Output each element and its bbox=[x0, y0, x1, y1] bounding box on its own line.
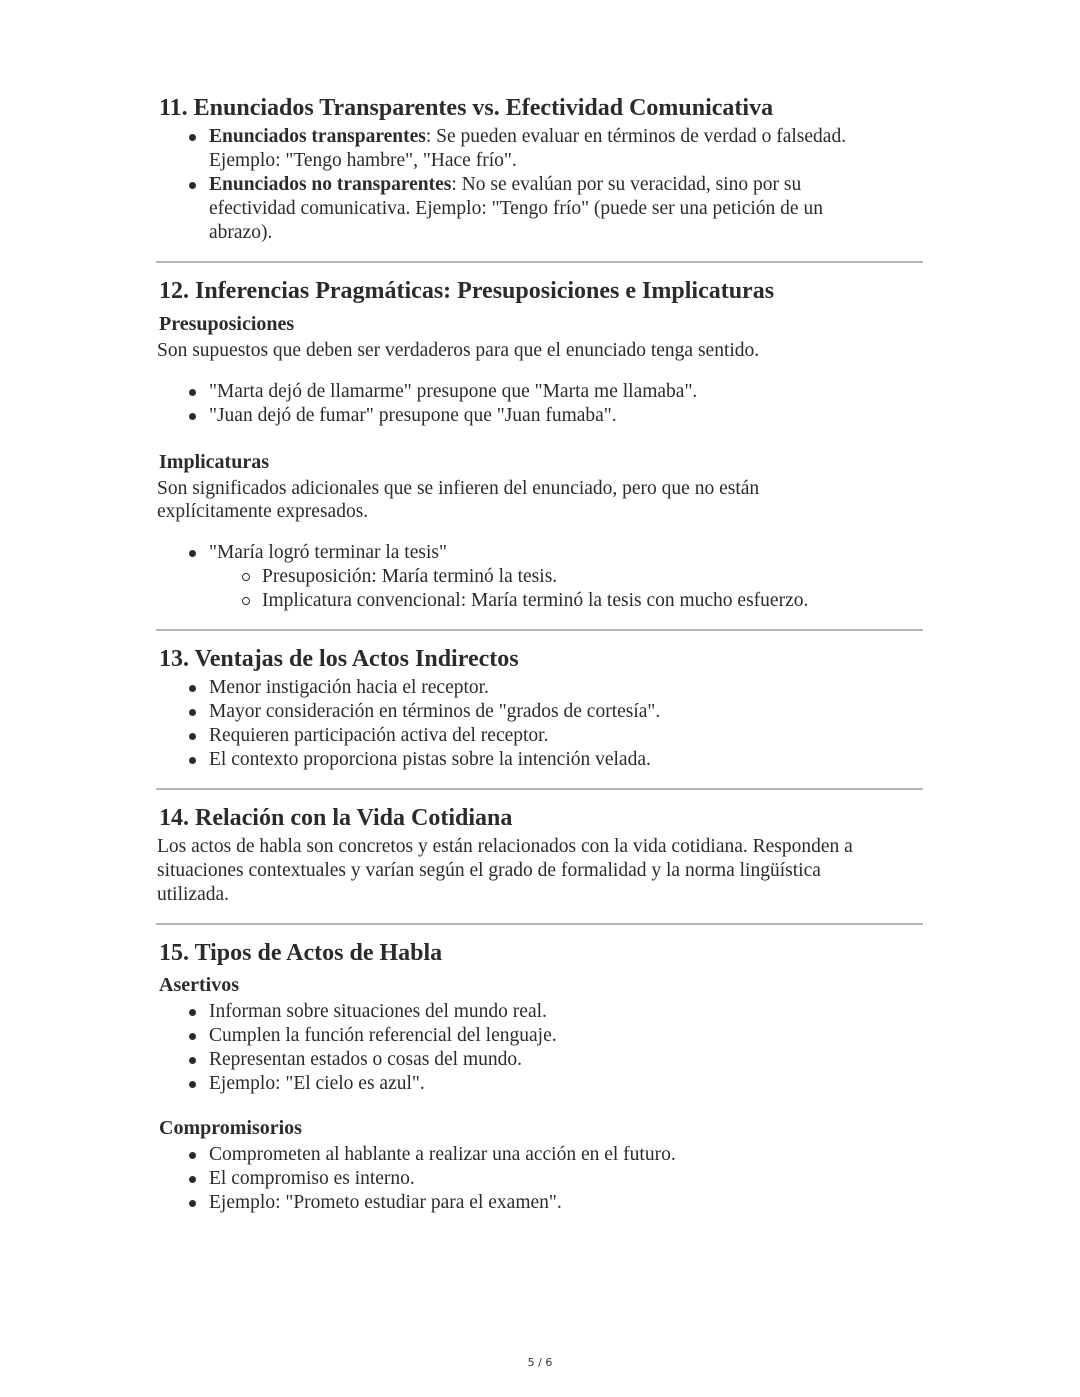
paragraph: Son supuestos que deben ser verdaderos para que el enunciado tenga sentido. bbox=[157, 340, 760, 361]
implicaturas-heading: Implicaturas bbox=[159, 451, 269, 473]
section-11-title: 11. Enunciados Transparentes vs. Efectividad Comunicativa bbox=[159, 95, 774, 121]
text: : No se evalúan por su veracidad, sino por su bbox=[451, 174, 802, 195]
list-item: Menor instigación hacia el receptor. bbox=[209, 677, 489, 698]
list-item: "María logró terminar la tesis" bbox=[209, 542, 447, 563]
sub-list-item: Implicatura convencional: María terminó la tesis con mucho esfuerzo. bbox=[262, 590, 809, 611]
list-item-cont: abrazo). bbox=[209, 222, 273, 243]
divider bbox=[156, 261, 923, 263]
paragraph: situaciones contextuales y varían según el grado de formalidad y la norma lingüística bbox=[157, 860, 821, 881]
term: Enunciados no transparentes bbox=[209, 174, 452, 195]
list-item: El contexto proporciona pistas sobre la intención velada. bbox=[209, 749, 651, 770]
page-number: 5 / 6 bbox=[527, 1356, 553, 1369]
section-13-title: 13. Ventajas de los Actos Indirectos bbox=[159, 646, 519, 672]
paragraph: Los actos de habla son concretos y están relacionados con la vida cotidiana. Responden a bbox=[157, 836, 853, 857]
list-item: "Juan dejó de fumar" presupone que "Juan fumaba". bbox=[209, 405, 617, 426]
paragraph: explícitamente expresados. bbox=[157, 501, 369, 522]
list-item: Cumplen la función referencial del lenguaje. bbox=[209, 1025, 557, 1046]
list-item: Representan estados o cosas del mundo. bbox=[209, 1049, 523, 1070]
list-item-cont: efectividad comunicativa. Ejemplo: "Tengo frío" (puede ser una petición de un bbox=[209, 198, 823, 219]
divider bbox=[156, 923, 923, 925]
text: : Se pueden evaluar en términos de verdad o falsedad. bbox=[425, 126, 847, 147]
list-item: Mayor consideración en términos de "grados de cortesía". bbox=[209, 701, 661, 722]
list-item: Comprometen al hablante a realizar una acción en el futuro. bbox=[209, 1144, 676, 1165]
list-item: Ejemplo: "El cielo es azul". bbox=[209, 1073, 425, 1094]
list-item bbox=[209, 125, 846, 149]
list-item-cont: Ejemplo: "Tengo hambre", "Hace frío". bbox=[209, 150, 517, 171]
list-item: "Marta dejó de llamarme" presupone que "Marta me llamaba". bbox=[209, 381, 698, 402]
asertivos-heading: Asertivos bbox=[159, 974, 239, 996]
list-item: El compromiso es interno. bbox=[209, 1168, 415, 1189]
divider bbox=[156, 629, 923, 631]
list-item: Informan sobre situaciones del mundo real. bbox=[209, 1001, 547, 1022]
term: Enunciados transparentes bbox=[209, 126, 426, 147]
section-14-title: 14. Relación con la Vida Cotidiana bbox=[159, 805, 513, 831]
section-12-title: 12. Inferencias Pragmáticas: Presuposiciones e Implicaturas bbox=[159, 278, 775, 304]
paragraph: utilizada. bbox=[157, 884, 230, 905]
paragraph: Son significados adicionales que se infieren del enunciado, pero que no están bbox=[157, 478, 760, 499]
sub-list-item: Presuposición: María terminó la tesis. bbox=[262, 566, 558, 587]
section-15-title: 15. Tipos de Actos de Habla bbox=[159, 940, 443, 966]
divider bbox=[156, 788, 923, 790]
list-item: Ejemplo: "Prometo estudiar para el examen". bbox=[209, 1192, 562, 1213]
presuposiciones-heading: Presuposiciones bbox=[159, 313, 295, 335]
list-item: Requieren participación activa del receptor. bbox=[209, 725, 549, 746]
compromisorios-heading: Compromisorios bbox=[159, 1117, 302, 1139]
list-item bbox=[209, 173, 801, 197]
